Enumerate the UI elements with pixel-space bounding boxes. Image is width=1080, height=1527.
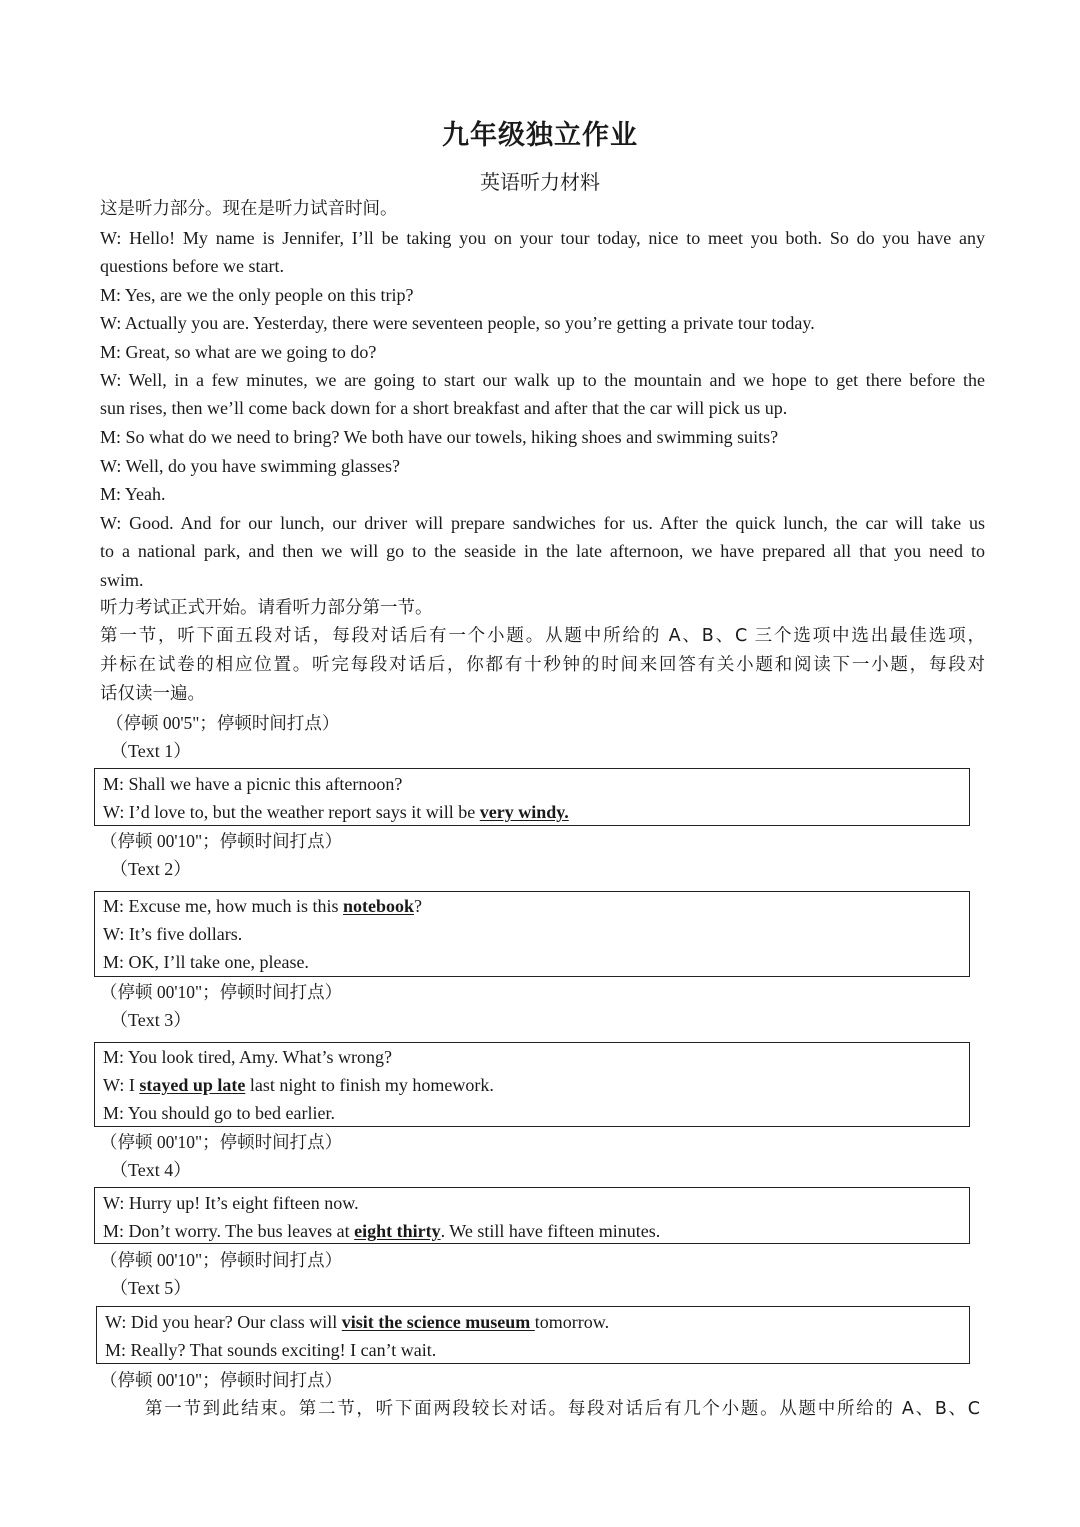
intro-line: questions before we start. bbox=[100, 256, 284, 276]
intro-line: M: Great, so what are we going to do? bbox=[100, 342, 377, 362]
dialogue-line: M: OK, I’ll take one, please. bbox=[103, 952, 309, 972]
pause-note: （停顿 00'10"；停顿时间打点） bbox=[100, 982, 343, 1002]
answer-keyword: stayed up late bbox=[139, 1075, 246, 1095]
section-start-line: 听力考试正式开始。请看听力部分第一节。 bbox=[100, 598, 433, 618]
answer-keyword: eight thirty bbox=[354, 1221, 441, 1241]
dialogue-line: M: Don’t worry. The bus leaves at eight thirty. We still have fifteen minutes. bbox=[103, 1221, 661, 1241]
pause-note: （停顿 00'10"；停顿时间打点） bbox=[100, 1132, 343, 1152]
dialogue-line: W: I’d love to, but the weather report says it will be very windy. bbox=[103, 802, 569, 822]
dialogue-line: W: I stayed up late last night to finish my homework. bbox=[103, 1075, 494, 1095]
dialogue-box bbox=[94, 1187, 970, 1244]
intro-line: swim. bbox=[100, 570, 144, 590]
intro-line: M: Yeah. bbox=[100, 484, 166, 504]
dialogue-line: W: Hurry up! It’s eight fifteen now. bbox=[103, 1193, 359, 1213]
dialogue-line: M: Shall we have a picnic this afternoon? bbox=[103, 774, 403, 794]
text-label: （Text 5） bbox=[110, 1278, 192, 1298]
text-label: （Text 2） bbox=[110, 859, 192, 879]
intro-line: W: Hello! My name is Jennifer, I’ll be taking you on your tour today, nice to meet you both. So do you have any bbox=[100, 228, 985, 248]
pause-note: （停顿 00'10"；停顿时间打点） bbox=[100, 1250, 343, 1270]
answer-keyword: visit the science museum bbox=[341, 1312, 535, 1332]
dialogue-line: W: It’s five dollars. bbox=[103, 924, 243, 944]
intro-line: to a national park, and then we will go to the seaside in the late afternoon, we have prepared all that you need to bbox=[100, 541, 985, 561]
page-title: 九年级独立作业 bbox=[442, 120, 638, 151]
answer-keyword: notebook bbox=[342, 896, 414, 916]
answer-keyword: very windy. bbox=[479, 802, 569, 822]
dialogue-line: M: Really? That sounds exciting! I can’t wait. bbox=[105, 1340, 437, 1360]
dialogue-line: M: You should go to bed earlier. bbox=[103, 1103, 335, 1123]
intro-line: W: Well, in a few minutes, we are going to start our walk up to the mountain and we hope to get there before the bbox=[100, 370, 985, 390]
dialogue-box bbox=[94, 891, 970, 977]
intro-line: sun rises, then we’ll come back down for a short breakfast and after that the car will pick us up. bbox=[100, 398, 788, 418]
text-label: （Text 1） bbox=[110, 741, 192, 761]
dialogue-line: M: You look tired, Amy. What’s wrong? bbox=[103, 1047, 393, 1067]
closing-line: 第一节到此结束。第二节，听下面两段较长对话。每段对话后有几个小题。从题中所给的 A、B、C bbox=[145, 1399, 980, 1419]
intro-line: W: Well, do you have swimming glasses? bbox=[100, 456, 401, 476]
intro-line: W: Actually you are. Yesterday, there were seventeen people, so you’re getting a private tour today. bbox=[100, 313, 815, 333]
text-label: （Text 4） bbox=[110, 1160, 192, 1180]
dialogue-box bbox=[94, 1042, 970, 1127]
dialogue-line: M: Excuse me, how much is this notebook? bbox=[103, 896, 422, 916]
text-label: （Text 3） bbox=[110, 1010, 192, 1030]
dialogue-box bbox=[96, 1306, 970, 1364]
intro-line: M: Yes, are we the only people on this trip? bbox=[100, 285, 414, 305]
dialogue-box bbox=[94, 768, 970, 826]
intro-line: W: Good. And for our lunch, our driver will prepare sandwiches for us. After the quick lunch, the car will take us bbox=[100, 513, 985, 533]
pause-note: （停顿 00'5"；停顿时间打点） bbox=[106, 713, 340, 733]
intro-line: 这是听力部分。现在是听力试音时间。 bbox=[100, 199, 398, 219]
pause-note: （停顿 00'10"；停顿时间打点） bbox=[100, 1370, 343, 1390]
dialogue-line: W: Did you hear? Our class will visit the science museum tomorrow. bbox=[105, 1312, 610, 1332]
page-subtitle: 英语听力材料 bbox=[480, 170, 600, 194]
intro-line: M: So what do we need to bring? We both have our towels, hiking shoes and swimming suits? bbox=[100, 427, 779, 447]
instruction-line: 话仅读一遍。 bbox=[100, 684, 205, 704]
instruction-line: 并标在试卷的相应位置。听完每段对话后，你都有十秒钟的时间来回答有关小题和阅读下一小题，每段对 bbox=[100, 655, 985, 675]
instruction-line: 第一节，听下面五段对话，每段对话后有一个小题。从题中所给的 A、B、C 三个选项中选出最佳选项， bbox=[100, 626, 985, 646]
pause-note: （停顿 00'10"；停顿时间打点） bbox=[100, 831, 343, 851]
